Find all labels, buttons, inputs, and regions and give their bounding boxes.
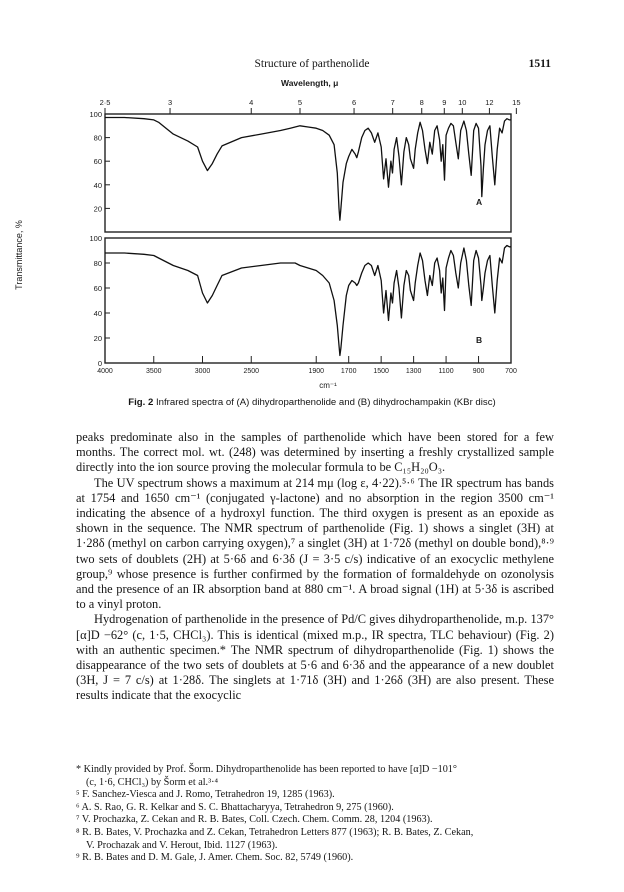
top-axis-ticks: [100, 98, 521, 114]
spectrum-panel-a: [89, 110, 511, 232]
y-tick-label-b-100: 100: [89, 234, 102, 243]
footnote-5: ⁵ F. Sanchez-Viesca and J. Romo, Tetrahedron 19, 1285 (1963).: [76, 789, 335, 801]
x-axis-ticks: [97, 356, 517, 375]
body-text: [76, 430, 554, 704]
y-tick-label-b-80: 80: [93, 259, 102, 268]
x-axis-label: cm⁻¹: [319, 381, 337, 390]
top-tick-label-2·5: 2·5: [99, 98, 111, 107]
footnotes: [76, 764, 554, 865]
y-tick-label-a-20: 20: [93, 204, 102, 214]
spectrum-line-a: [105, 118, 511, 221]
footnote-6: ⁶ A. S. Rao, G. R. Kelkar and S. C. Bhattacharyya, Tetrahedron 9, 275 (1960).: [76, 801, 394, 813]
ir-spectra-figure: [0, 0, 624, 392]
series-label-b: B: [476, 335, 483, 345]
footnote-8: ⁸ R. B. Bates, V. Prochazka and Z. Cekan, Tetrahedron Letters 877 (1963); R. B. Bates, Z. Cekan,: [76, 826, 474, 838]
y-tick-label-a-40: 40: [93, 180, 102, 190]
top-tick-label-5: 5: [297, 98, 303, 107]
figure-caption: [0, 397, 624, 408]
top-tick-label-12: 12: [485, 98, 494, 107]
running-title: Structure of parthenolide: [254, 58, 370, 70]
top-tick-label-3: 3: [167, 98, 173, 107]
y-tick-label-a-80: 80: [93, 133, 102, 143]
top-tick-label-4: 4: [249, 98, 254, 107]
x-tick-label-1700: 1700: [340, 368, 357, 375]
y-tick-label-a-60: 60: [93, 157, 102, 167]
x-tick-label-2500: 2500: [243, 368, 260, 375]
panel-frame-a: [105, 114, 511, 232]
x-tick-label-3500: 3500: [145, 368, 162, 375]
x-tick-label-4000: 4000: [97, 368, 113, 375]
top-tick-label-7: 7: [390, 98, 395, 107]
paragraph-2: The UV spectrum shows a maximum at 214 mμ (log ε, 4·22).⁵·⁶ The IR spectrum has bands at 1754 and 1650 cm⁻¹ (conjugated γ-lactone) and no absorption in the region 3500 cm⁻¹ indicating the absence of a hydroxyl function. The third oxygen is present as an epoxide as shown in the sequence. The NMR spectrum of parthenolide (Fig. 1) shows a singlet (3H) at 1·28δ (methyl on carbon carrying oxygen),⁷ a singlet (3H) at 1·72δ (methyl on double bond),⁸·⁹ two sets of doublets (2H) at 5·6δ and 6·3δ (J = 3·5 c/s) indicative of an exocyclic methylene group,⁹ whose presence is further confirmed by the formation of formaldehyde on ozonolysis and the presence of an IR absorption band at 880 cm⁻¹. A broad signal (1H) at 5·3δ is ascribed to a vinyl proton.: [76, 475, 554, 612]
caption-text: Infrared spectra of (A) dihydroparthenolide and (B) dihydrochampakin (KBr disc): [156, 397, 496, 408]
y-tick-label-a-100: 100: [89, 110, 102, 119]
panel-frame-b: [105, 238, 511, 363]
paragraph-1: peaks predominate also in the samples of parthenolide which have been stored for a few months. The correct mol. wt. (248) was determined by inserting a freshly crystallized sample directly into the ion source proving the molecular formula to be C₁₅H₂₀O₃.: [76, 430, 554, 475]
top-tick-label-9: 9: [442, 98, 447, 107]
x-tick-label-1500: 1500: [373, 368, 389, 375]
top-tick-label-8: 8: [419, 98, 424, 107]
top-tick-label-10: 10: [458, 98, 467, 107]
x-tick-label-1900: 1900: [308, 368, 325, 375]
spectrum-line-b: [105, 246, 511, 356]
series-label-a: A: [476, 197, 483, 207]
top-tick-label-6: 6: [351, 98, 357, 107]
y-axis-label: Transmittance, %: [14, 220, 24, 290]
x-tick-label-1300: 1300: [405, 368, 422, 375]
footnote-7: ⁷ V. Prochazka, Z. Cekan and R. B. Bates, Coll. Czech. Chem. Comm. 28, 1204 (1963).: [76, 814, 433, 826]
footnote-star-cont: (c, 1·6, CHCl₃) by Šorm et al.³·⁴: [86, 776, 219, 788]
top-axis-label: Wavelength, μ: [281, 78, 339, 88]
y-tick-label-b-20: 20: [93, 334, 102, 343]
y-tick-label-b-0: 0: [97, 359, 102, 368]
top-tick-label-15: 15: [512, 98, 521, 107]
x-tick-label-1100: 1100: [438, 368, 454, 375]
x-tick-label-700: 700: [505, 368, 517, 375]
footnote-star: * Kindly provided by Prof. Šorm. Dihydroparthenolide has been reported to have [α]D −101°: [76, 764, 457, 775]
page-number: 1511: [528, 58, 551, 70]
y-tick-label-b-60: 60: [93, 284, 102, 293]
caption-label: Fig. 2: [128, 397, 154, 408]
footnote-9: ⁹ R. B. Bates and D. M. Gale, J. Amer. Chem. Soc. 82, 5749 (1960).: [76, 852, 354, 864]
paragraph-3: Hydrogenation of parthenolide in the presence of Pd/C gives dihydroparthenolide, m.p. 137° [α]D −62° (c, 1·5, CHCl₃). This is identical (mixed m.p., IR spectra, TLC behaviour) (Fig. 2) with an authentic specimen.* The NMR spectrum of dihydroparthenolide (Fig. 1) shows the disappearance of the two sets of doublets at 5·6 and 6·3δ and the appearance of a new doublet (3H, J = 7 c/s) at 1·28δ. The singlets at 1·71δ (3H) and 1·26δ (3H) are also present. These results indicate that the exocyclic: [76, 612, 554, 703]
footnote-8-cont: V. Prochazak and V. Herout, Ibid. 1127 (1963).: [86, 839, 278, 851]
x-tick-label-3000: 3000: [194, 368, 211, 375]
y-tick-label-b-40: 40: [93, 309, 102, 318]
x-tick-label-900: 900: [472, 368, 485, 375]
spectrum-panel-b: [89, 234, 511, 368]
